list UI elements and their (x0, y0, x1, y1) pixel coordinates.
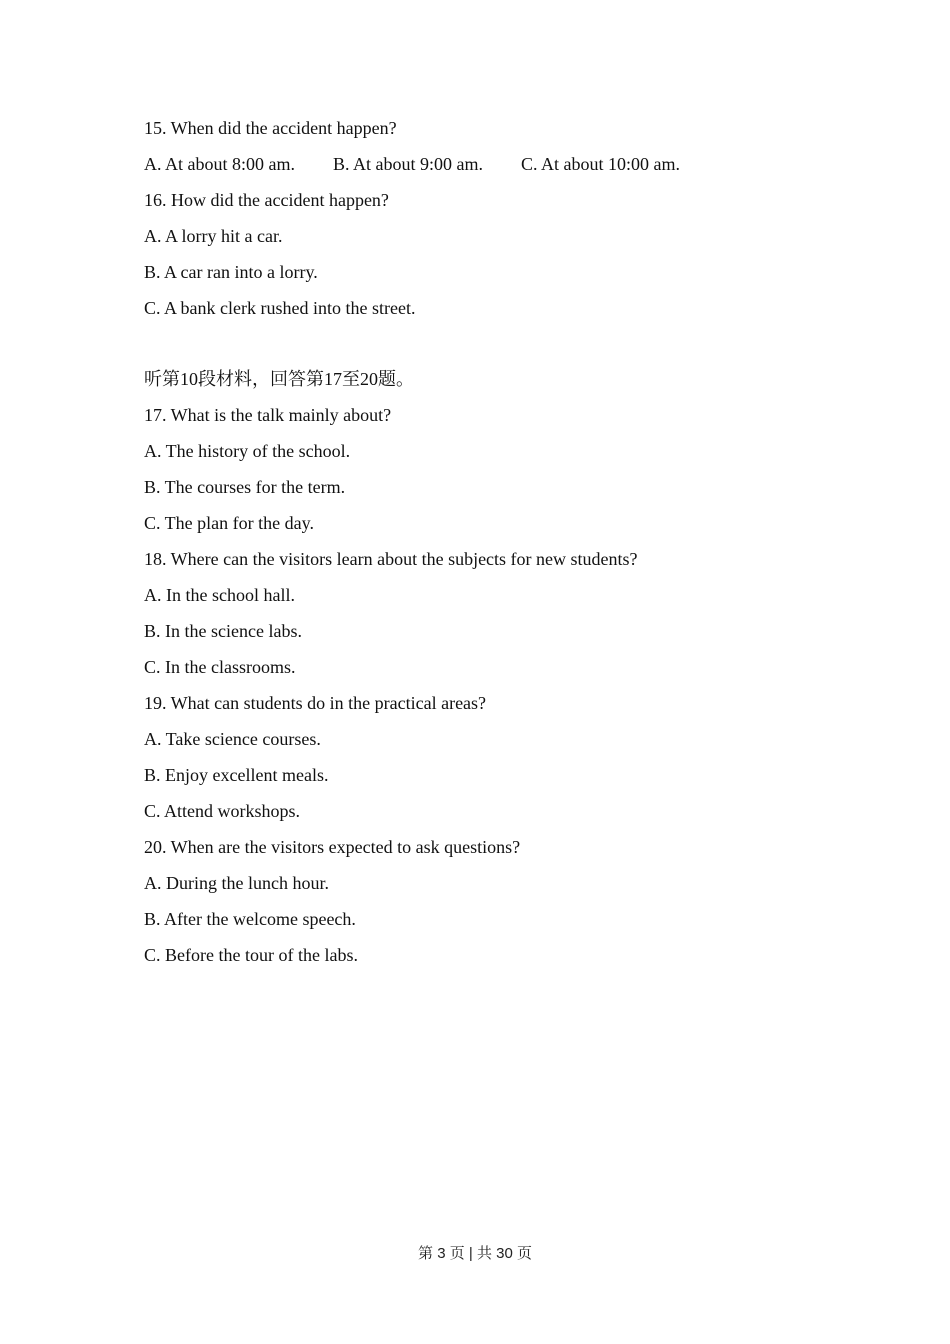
section-instruction: 听第10段材料，回答第17至20题。 (144, 369, 414, 389)
question-19: 19. What can students do in the practical areas? (144, 693, 487, 713)
option-c: C. The plan for the day. (144, 513, 314, 533)
option-b: B. The courses for the term. (144, 477, 346, 497)
question-16: 16. How did the accident happen? (144, 190, 389, 210)
option-b: B. A car ran into a lorry. (144, 262, 318, 282)
option-c: C. Before the tour of the labs. (144, 945, 358, 965)
option-b: B. After the welcome speech. (144, 909, 356, 929)
question-17: 17. What is the talk mainly about? (144, 405, 392, 425)
option-a: A. Take science courses. (144, 729, 321, 749)
option-c: C. Attend workshops. (144, 801, 301, 821)
option-c: C. A bank clerk rushed into the street. (144, 298, 416, 318)
option-a: A. At about 8:00 am. (144, 154, 295, 174)
option-b: B. Enjoy excellent meals. (144, 765, 329, 785)
question-18: 18. Where can the visitors learn about the subjects for new students? (144, 549, 638, 569)
option-b: B. In the science labs. (144, 621, 302, 641)
page-footer: 第 3 页 | 共 30 页 (418, 1245, 532, 1262)
option-a: A. In the school hall. (144, 585, 295, 605)
option-c: C. In the classrooms. (144, 657, 296, 677)
question-20: 20. When are the visitors expected to ask questions? (144, 837, 521, 857)
page-content (144, 110, 864, 973)
question-15-options (144, 146, 864, 182)
option-a: A. During the lunch hour. (144, 873, 329, 893)
question-15: 15. When did the accident happen? (144, 118, 397, 138)
option-c: C. At about 10:00 am. (521, 154, 680, 174)
option-a: A. A lorry hit a car. (144, 226, 283, 246)
option-a: A. The history of the school. (144, 441, 351, 461)
option-b: B. At about 9:00 am. (333, 154, 483, 174)
